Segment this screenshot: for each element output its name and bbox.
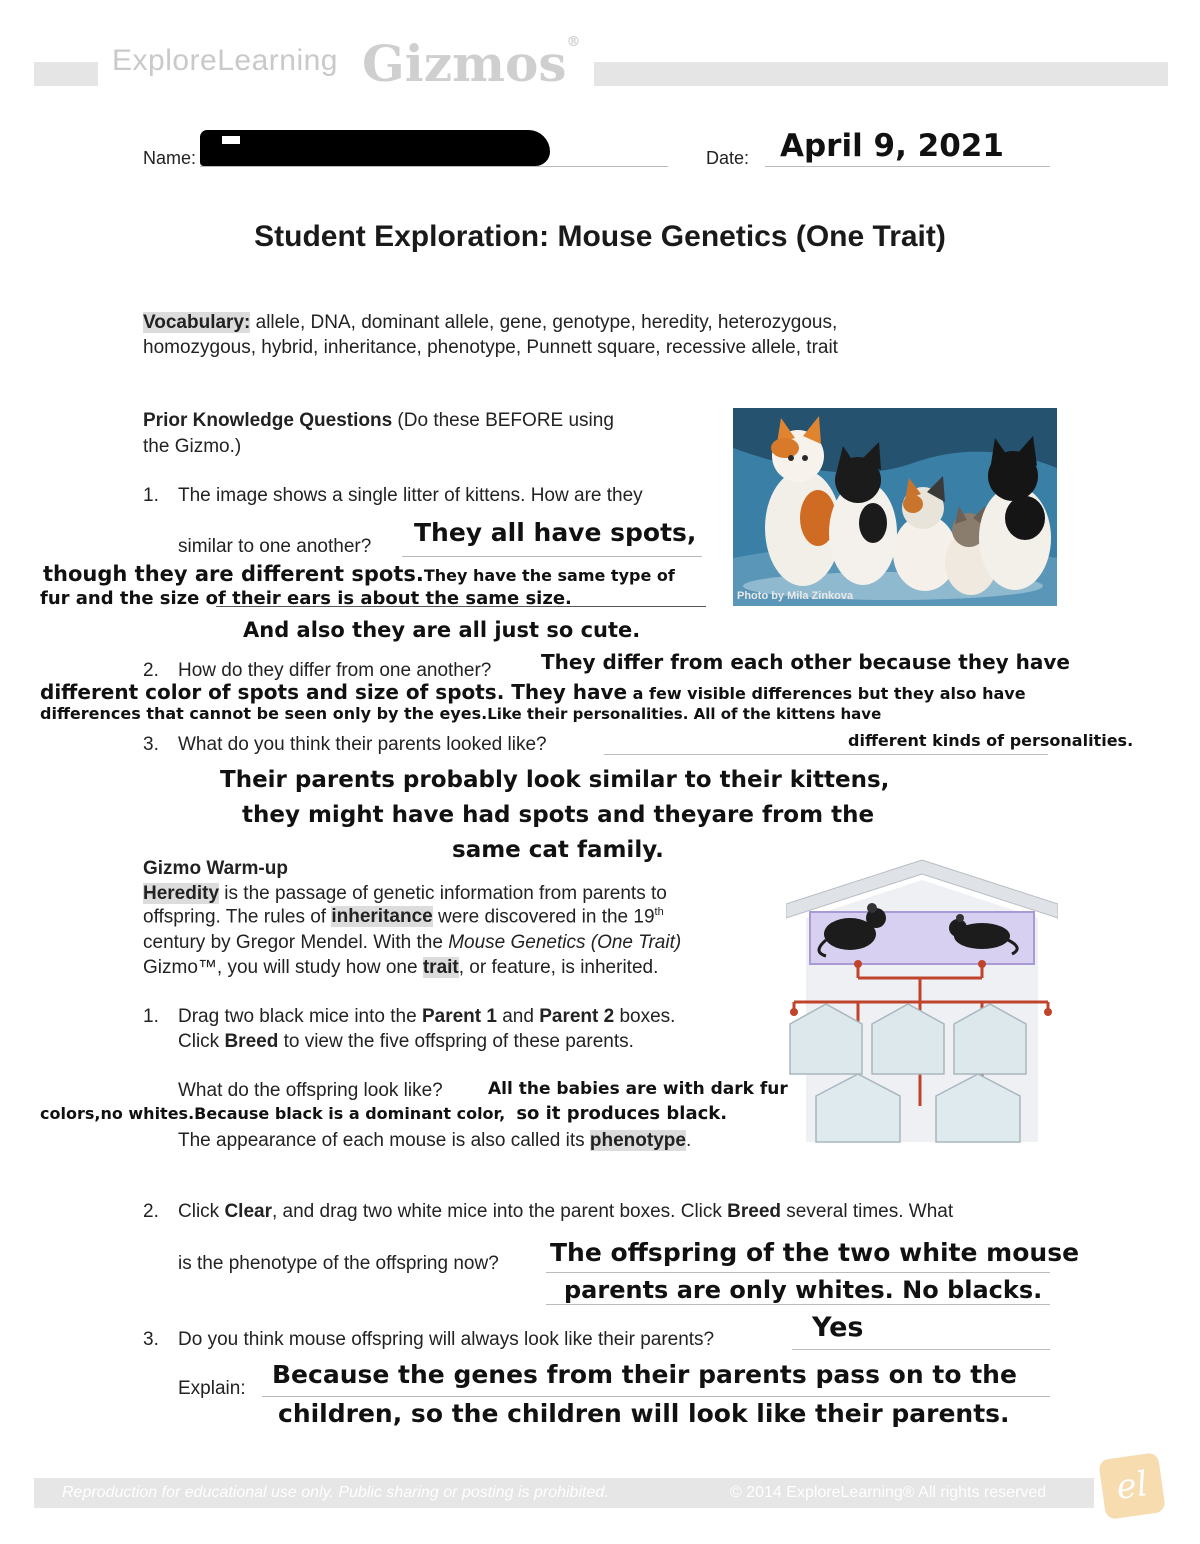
- warmup-q3-answer1: Because the genes from their parents pass on to the: [272, 1360, 1017, 1389]
- prior-q1-number: 1.: [143, 485, 159, 506]
- warmup-q1-line4: The appearance of each mouse is also called its phenotype.: [178, 1130, 692, 1151]
- prior-q2-text: How do they differ from one another?: [178, 660, 492, 681]
- warmup-q2-line1: Click Clear, and drag two white mice into the parent boxes. Click Breed several times. What: [178, 1201, 954, 1222]
- name-redaction-tip: [222, 136, 240, 144]
- warmup-p1: Heredity is the passage of genetic information from parents to: [143, 883, 667, 904]
- warmup-q3-explain-line: [262, 1396, 1050, 1397]
- warmup-q2-answer-line: [546, 1272, 1050, 1273]
- warmup-q1-answer2: colors,no whites.Because black is a dominant color, so it produces black.: [40, 1103, 728, 1124]
- warmup-q3-answer2: children, so the children will look like their parents.: [278, 1399, 1010, 1428]
- warmup-q2-line2: is the phenotype of the offspring now?: [178, 1253, 499, 1274]
- prior-q1-line1: The image shows a single litter of kittens. How are they: [178, 485, 643, 506]
- warmup-q3-explain-label: Explain:: [178, 1378, 246, 1399]
- mouse-breeding-diagram: [786, 856, 1058, 1146]
- prior-q2-answer3: differences that cannot be seen only by the eyes.Like their personalities. All of the kittens have: [40, 704, 882, 723]
- kittens-photo: [733, 408, 1057, 606]
- date-line: [765, 166, 1050, 167]
- warmup-p4: Gizmo™, you will study how one trait, or feature, is inherited.: [143, 957, 659, 978]
- date-label: Date:: [706, 148, 750, 168]
- warmup-q3-number: 3.: [143, 1329, 159, 1350]
- prior-q1-line2: similar to one another?: [178, 536, 372, 557]
- date-value: April 9, 2021: [780, 128, 1004, 164]
- warmup-q2-number: 2.: [143, 1201, 159, 1222]
- warmup-heading: Gizmo Warm-up: [143, 858, 288, 879]
- prior-heading: Prior Knowledge Questions (Do these BEFORE using: [143, 410, 614, 431]
- prior-q2-answer1: They differ from each other because they have: [541, 650, 1070, 674]
- name-line: [200, 166, 668, 167]
- warmup-q2-answer-line2: [546, 1304, 1050, 1305]
- header-bar-right: [594, 62, 1168, 86]
- prior-q2-number: 2.: [143, 660, 159, 681]
- prior-q1-answer3-line: [216, 606, 706, 607]
- vocabulary: Vocabulary: allele, DNA, dominant allele, gene, genotype, heredity, heterozygous,: [143, 312, 838, 333]
- prior-note: the Gizmo.): [143, 436, 242, 457]
- page-title: Student Exploration: Mouse Genetics (One Trait): [254, 220, 946, 253]
- prior-q3-answer2: they might have had spots and theyare from the: [242, 802, 875, 828]
- prior-q1-answer1: They all have spots,: [414, 518, 697, 547]
- prior-q3-answer-line: [604, 754, 1048, 755]
- footer-copyright: © 2014 ExploreLearning® All rights reserved: [730, 1484, 1047, 1501]
- product-logo: Gizmos®: [362, 34, 581, 93]
- prior-q2-answer2: different color of spots and size of spots. They have a few visible differences but they also have: [40, 680, 1026, 704]
- prior-q3-number: 3.: [143, 734, 159, 755]
- warmup-q3-answer-line: [792, 1349, 1050, 1350]
- explorelearning-badge-icon: el: [1098, 1452, 1166, 1520]
- warmup-q3-line1: Do you think mouse offspring will always look like their parents?: [178, 1329, 715, 1350]
- footer-reproduction-note: Reproduction for educational use only. Public sharing or posting is prohibited.: [62, 1484, 609, 1501]
- prior-q1-answer4: And also they are all just so cute.: [243, 618, 641, 642]
- prior-q1-answer3: fur and the size of their ears is about the same size.: [40, 588, 572, 609]
- prior-q1-answer-line: [402, 556, 702, 557]
- prior-q1-answer2: though they are different spots.They have the same type of: [43, 562, 675, 586]
- warmup-q1-answer1: All the babies are with dark fur: [488, 1079, 788, 1099]
- vocabulary-line2: homozygous, hybrid, inheritance, phenotype, Punnett square, recessive allele, trait: [143, 337, 838, 358]
- warmup-q1-number: 1.: [143, 1006, 159, 1027]
- warmup-q2-answer2: parents are only whites. No blacks.: [564, 1276, 1043, 1304]
- warmup-q1-line2: Click Breed to view the five offspring of these parents.: [178, 1031, 634, 1052]
- warmup-q1-line3: What do the offspring look like?: [178, 1080, 443, 1101]
- warmup-p2: offspring. The rules of inheritance were discovered in the 19th: [143, 906, 664, 928]
- prior-q3-text: What do you think their parents looked like?: [178, 734, 547, 755]
- vocabulary-label: Vocabulary:: [143, 312, 251, 333]
- warmup-p3: century by Gregor Mendel. With the Mouse Genetics (One Trait): [143, 932, 682, 953]
- name-label: Name:: [143, 148, 197, 168]
- name-redaction: [200, 130, 550, 166]
- brand-name: ExploreLearning: [112, 44, 338, 77]
- prior-q2-answer4: different kinds of personalities.: [848, 731, 1134, 750]
- warmup-q1-line1: Drag two black mice into the Parent 1 and Parent 2 boxes.: [178, 1006, 676, 1027]
- photo-credit: Photo by Mila Zinkova: [737, 590, 854, 602]
- prior-q3-answer1: Their parents probably look similar to their kittens,: [220, 767, 890, 793]
- prior-q3-answer3: same cat family.: [452, 837, 664, 863]
- warmup-q2-answer1: The offspring of the two white mouse: [550, 1238, 1080, 1267]
- header-bar-left: [34, 62, 98, 86]
- warmup-q3-answer0: Yes: [812, 1312, 864, 1343]
